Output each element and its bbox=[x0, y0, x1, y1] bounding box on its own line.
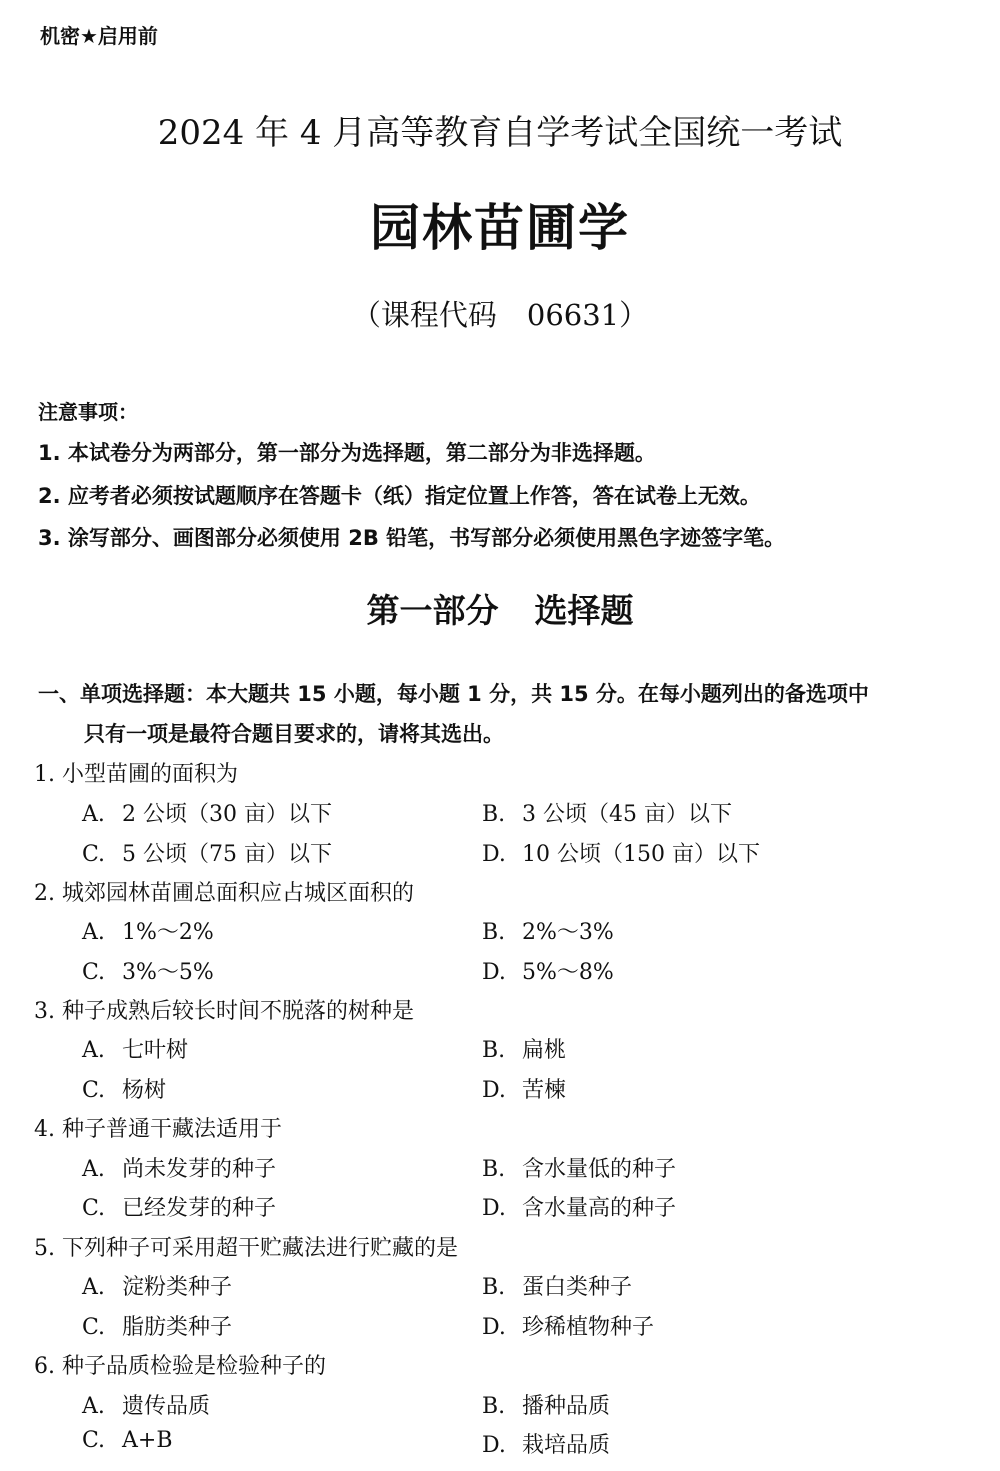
option-d: D. 珍稀植物种子 bbox=[482, 1315, 655, 1340]
option-d: D. 10 公顷（150 亩）以下 bbox=[482, 842, 760, 867]
option-b: B. 2%～3% bbox=[482, 920, 614, 945]
option-b: B. 3 公顷（45 亩）以下 bbox=[482, 802, 732, 827]
course-code bbox=[0, 293, 1000, 334]
option-c: C. 已经发芽的种子 bbox=[82, 1196, 277, 1221]
notice-heading: 注意事项： bbox=[38, 400, 138, 424]
notice-item: 2. 应考者必须按试题顺序在答题卡（纸）指定位置上作答，答在试卷上无效。 bbox=[38, 484, 761, 508]
exam-title: 2024 年 4 月高等教育自学考试全国统一考试 bbox=[157, 113, 843, 153]
section-instruction: 一、单项选择题：本大题共 15 小题，每小题 1 分，共 15 分。在每小题列出的备选项中 bbox=[38, 682, 869, 706]
option-a: A. 淀粉类种子 bbox=[82, 1275, 233, 1300]
question-stem: 2. 城郊园林苗圃总面积应占城区面积的 bbox=[34, 881, 414, 906]
option-c: C. 5 公顷（75 亩）以下 bbox=[82, 842, 332, 867]
option-a: A. 七叶树 bbox=[82, 1038, 189, 1063]
option-a: A. 遗传品质 bbox=[82, 1394, 211, 1419]
option-b: B. 播种品质 bbox=[482, 1394, 611, 1419]
option-d: D. 5%～8% bbox=[482, 960, 614, 985]
course-code-label: （课程代码 bbox=[351, 298, 497, 332]
option-c: C. 3%～5% bbox=[82, 960, 214, 985]
question-stem: 1. 小型苗圃的面积为 bbox=[34, 762, 238, 787]
option-d: D. 含水量高的种子 bbox=[482, 1196, 677, 1221]
option-d: D. 苦楝 bbox=[482, 1078, 567, 1103]
question-stem: 3. 种子成熟后较长时间不脱落的树种是 bbox=[34, 999, 414, 1024]
option-a: A. 尚未发芽的种子 bbox=[82, 1157, 277, 1182]
part-title-number: 第一部分 bbox=[366, 591, 499, 630]
option-b: B. 蛋白类种子 bbox=[482, 1275, 633, 1300]
question-stem: 4. 种子普通干藏法适用于 bbox=[34, 1117, 282, 1142]
question-stem: 5. 下列种子可采用超干贮藏法进行贮藏的是 bbox=[34, 1236, 458, 1261]
option-b: B. 含水量低的种子 bbox=[482, 1157, 677, 1182]
course-code-number: 06631） bbox=[526, 298, 649, 332]
option-d: D. 栽培品质 bbox=[482, 1433, 611, 1458]
option-c: C. A+B bbox=[82, 1428, 173, 1453]
confidential-label: 机密★启用前 bbox=[40, 24, 158, 48]
question-stem: 6. 种子品质检验是检验种子的 bbox=[34, 1354, 326, 1379]
option-b: B. 扁桃 bbox=[482, 1038, 567, 1063]
notice-item: 1. 本试卷分为两部分，第一部分为选择题，第二部分为非选择题。 bbox=[38, 441, 656, 465]
option-a: A. 2 公顷（30 亩）以下 bbox=[82, 802, 332, 827]
option-c: C. 杨树 bbox=[82, 1078, 167, 1103]
subject-title: 园林苗圃学 bbox=[370, 199, 630, 257]
notice-item: 3. 涂写部分、画图部分必须使用 2B 铅笔，书写部分必须使用黑色字迹签字笔。 bbox=[38, 526, 786, 550]
option-c: C. 脂肪类种子 bbox=[82, 1315, 233, 1340]
part-title-type: 选择题 bbox=[534, 591, 634, 630]
option-a: A. 1%～2% bbox=[82, 920, 214, 945]
section-instruction-cont: 只有一项是最符合题目要求的，请将其选出。 bbox=[84, 722, 504, 746]
part-title bbox=[0, 585, 1000, 632]
